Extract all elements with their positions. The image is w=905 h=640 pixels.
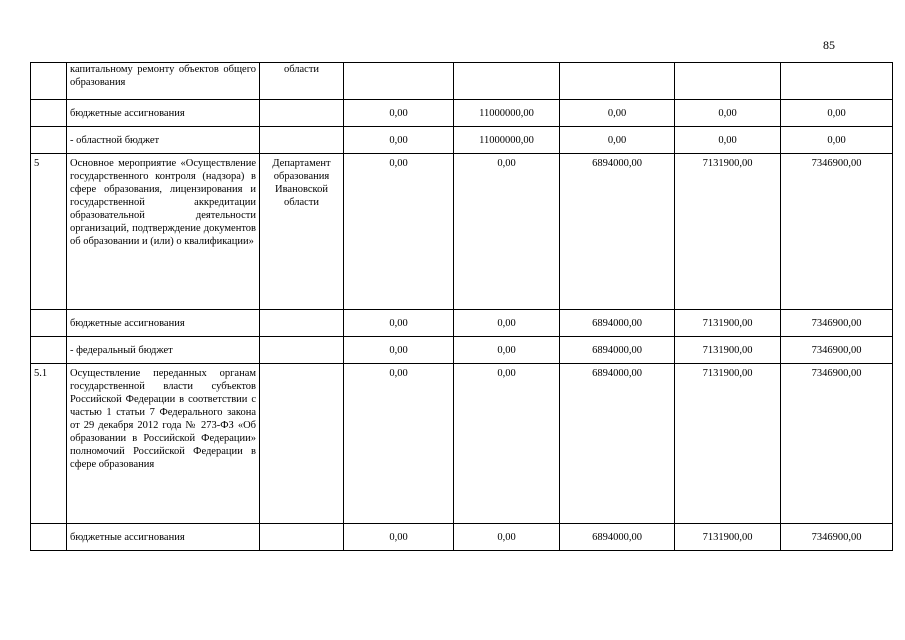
row-value: 7131900,00	[675, 310, 781, 337]
row-responsible	[260, 100, 344, 127]
row-number: 5	[31, 154, 67, 310]
row-value: 0,00	[781, 127, 893, 154]
row-value: 0,00	[560, 100, 675, 127]
row-value: 7346900,00	[781, 337, 893, 364]
budget-table	[30, 62, 893, 551]
row-value: 0,00	[781, 100, 893, 127]
row-value: 0,00	[344, 127, 454, 154]
row-value: 7346900,00	[781, 524, 893, 551]
row-value: 6894000,00	[560, 337, 675, 364]
table-row	[31, 524, 893, 551]
row-value: 0,00	[344, 524, 454, 551]
row-number	[31, 100, 67, 127]
table-row	[31, 364, 893, 524]
row-value: 0,00	[675, 100, 781, 127]
row-description: бюджетные ассигнования	[67, 100, 260, 127]
row-value: 7346900,00	[781, 154, 893, 310]
row-description: бюджетные ассигнования	[67, 524, 260, 551]
table-row	[31, 310, 893, 337]
row-value	[675, 63, 781, 100]
row-responsible	[260, 364, 344, 524]
table-row	[31, 100, 893, 127]
row-number	[31, 337, 67, 364]
row-value: 0,00	[675, 127, 781, 154]
row-value	[454, 63, 560, 100]
row-value: 0,00	[454, 524, 560, 551]
table-row	[31, 154, 893, 310]
row-value: 0,00	[560, 127, 675, 154]
row-value: 0,00	[454, 337, 560, 364]
row-number	[31, 63, 67, 100]
row-value: 0,00	[344, 310, 454, 337]
table-row	[31, 63, 893, 100]
row-responsible: области	[260, 63, 344, 100]
row-value: 0,00	[454, 310, 560, 337]
row-number: 5.1	[31, 364, 67, 524]
row-value: 6894000,00	[560, 364, 675, 524]
page-number: 85	[823, 38, 835, 52]
row-value: 11000000,00	[454, 100, 560, 127]
row-description: - областной бюджет	[67, 127, 260, 154]
row-value: 7131900,00	[675, 337, 781, 364]
row-number	[31, 310, 67, 337]
row-value	[781, 63, 893, 100]
row-description: Осуществление переданных органам государственной власти субъектов Российской Федерации в соответствии с частью 1 статьи 7 Федерального закона от 29 декабря 2012 года № 273-ФЗ «Об образовании в Российской Федерации» полномочий Российской Федерации в сфере образования	[67, 364, 260, 524]
row-value: 0,00	[344, 337, 454, 364]
row-responsible	[260, 337, 344, 364]
row-value: 0,00	[344, 100, 454, 127]
row-description: Основное мероприятие «Осуществление государственного контроля (надзора) в сфере образования, лицензирования и государственной аккредитации образовательной деятельности организаций, подтверждение документов об образовании и (или) о квалификации»	[67, 154, 260, 310]
row-value: 0,00	[454, 364, 560, 524]
row-value: 0,00	[454, 154, 560, 310]
row-value: 6894000,00	[560, 154, 675, 310]
table-row	[31, 337, 893, 364]
row-number	[31, 127, 67, 154]
row-value: 6894000,00	[560, 524, 675, 551]
row-value: 11000000,00	[454, 127, 560, 154]
row-responsible	[260, 524, 344, 551]
row-description: - федеральный бюджет	[67, 337, 260, 364]
row-value: 6894000,00	[560, 310, 675, 337]
row-responsible	[260, 310, 344, 337]
row-value	[344, 63, 454, 100]
row-value: 7131900,00	[675, 154, 781, 310]
row-responsible	[260, 127, 344, 154]
row-description: бюджетные ассигнования	[67, 310, 260, 337]
row-value: 0,00	[344, 154, 454, 310]
row-value: 0,00	[344, 364, 454, 524]
row-value: 7131900,00	[675, 364, 781, 524]
row-value: 7346900,00	[781, 364, 893, 524]
table-row	[31, 127, 893, 154]
row-value	[560, 63, 675, 100]
row-value: 7131900,00	[675, 524, 781, 551]
row-responsible: Департамент образования Ивановской области	[260, 154, 344, 310]
row-value: 7346900,00	[781, 310, 893, 337]
row-description: капитальному ремонту объектов общего образования	[67, 63, 260, 100]
row-number	[31, 524, 67, 551]
